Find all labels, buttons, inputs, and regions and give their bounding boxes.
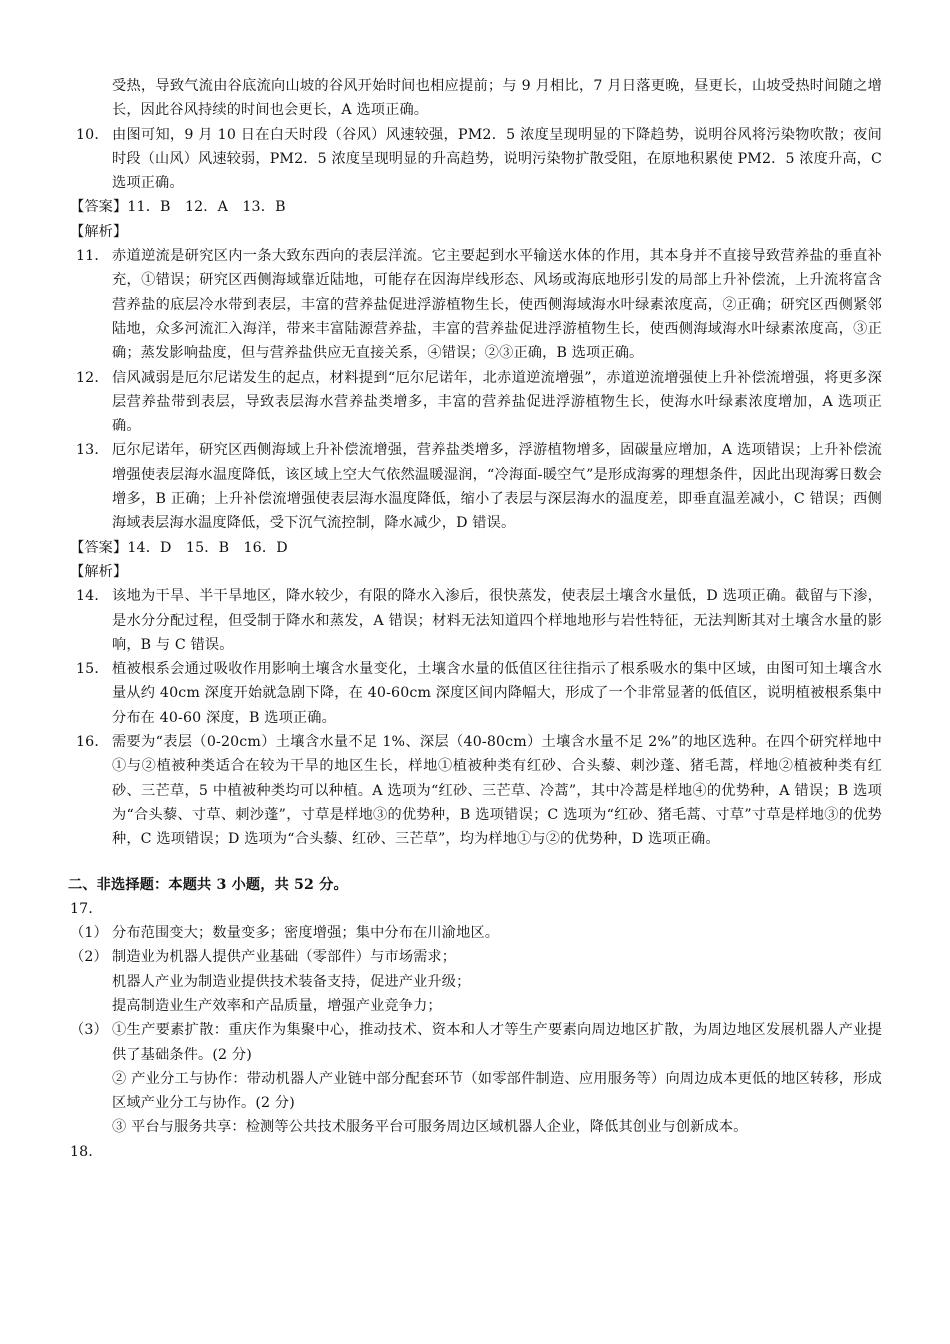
q14-number: 14． (76, 588, 109, 605)
answer-11-13: 【答案】11．B 12．A 13．B (70, 199, 286, 216)
answer-14-16: 【答案】14．D 15．B 16．D (70, 539, 288, 556)
q11-explanation (68, 244, 882, 365)
q17-part3-point1: ①生产要素扩散：重庆作为集聚中心，推动技术、资本和人才等生产要素向周边地区扩散，为周边地区发展机器人产业提供了基础条件。(2 分) (112, 1022, 882, 1063)
q12-explanation (68, 366, 882, 439)
q10-text: 由图可知，9 月 10 日在白天时段（谷风）风速较强，PM2．5 浓度呈现明显的下降趋势，说明谷风将污染物吹散；夜间时段（山风）风速较弱，PM2．5 浓度呈现明显的升高趋势，说明污染物扩散受阻，在原地积累使 PM2．5 浓度升高，C 选项正确。 (112, 126, 882, 192)
analysis-heading-14-16: 【解析】 (70, 563, 128, 580)
q17-part3-point2: ② 产业分工与协作：带动机器人产业链中部分配套环节（如零部件制造、应用服务等）向周边成本更低的地区转移，形成区域产业分工与协作。(2 分) (112, 1070, 882, 1112)
q17-number: 17． (70, 900, 103, 917)
q17-part1-label: （1） (70, 925, 108, 942)
q17-part1-text: 分布范围变大；数量变多；密度增强；集中分布在川渝地区。 (112, 925, 500, 942)
analysis-heading-11-13: 【解析】 (70, 223, 128, 240)
q11-text: 赤道逆流是研究区内一条大致东西向的表层洋流。它主要起到水平输送水体的作用，其本身并不直接导致营养盐的垂直补充，①错误；研究区西侧海域靠近陆地，可能存在因海岸线形态、风场或海底地形引发的局部上升补偿流，上升流将富含营养盐的底层冷水带到表层，丰富的营养盐促进浮游植物生长，使西侧海域海水叶绿素浓度高，②正确；研究区西侧紧邻陆地，众多河流汇入海洋，带来丰富陆源营养盐，丰富的营养盐促进浮游植物生长，使西侧海域海水叶绿素浓度高，③正确；蒸发影响盐度，但与营养盐供应无直接关系，④错误；②③正确，B 选项正确。 (112, 248, 882, 362)
q17-part3-point3: ③ 平台与服务共享：检测等公共技术服务平台可服务周边区域机器人企业，降低其创业与创新成本。 (112, 1119, 748, 1136)
q14-explanation (68, 584, 882, 657)
q13-number: 13． (76, 442, 109, 459)
q13-explanation (68, 438, 882, 535)
q17-part3 (68, 1018, 882, 1139)
q15-explanation (68, 657, 882, 730)
section-title: 二、非选择题：本题共 3 小题，共 52 分。 (68, 876, 348, 893)
q17-part2-line: 提高制造业生产效率和产品质量，增强产业竞争力； (112, 997, 442, 1014)
q12-text: 信风减弱是厄尔尼诺发生的起点，材料提到“厄尔尼诺年，北赤道逆流增强”，赤道逆流增强使上升补偿流增强，将更多深层营养盐带到表层，导致表层海水营养盐类增多，丰富的营养盐促进浮游植物生长，使海水叶绿素浓度增加，A 选项正确。 (112, 369, 882, 435)
q17-part2 (68, 945, 882, 1018)
q16-text: 需要为“表层（0-20cm）土壤含水量不足 1%、深层（40-80cm）土壤含水量不足 2%”的地区选种。在四个研究样地中①与②植被种类适合在较为干旱的地区生长，样地①植被种类有红砂、合头藜、刺沙蓬、猪毛蒿，样地②植被种类有红砂、三芒草，5 中植被种类均可以种植。A 选项为“红砂、三芒草、冷蒿”，其中冷蒿是样地④的优势种，A 错误；B 选项为“合头藜、寸草、刺沙蓬”，寸草是样地③的优势种，B 选项错误；C 选项为“红砂、猪毛蒿、寸草”寸草是样地③的优势种，C 选项错误；D 选项为“合头藜、红砂、三芒草”，均为样地①与②的优势种，D 选项正确。 (112, 734, 882, 848)
q16-explanation (68, 730, 882, 851)
q9-continuation: 受热，导致气流由谷底流向山坡的谷风开始时间也相应提前；与 9 月相比，7 月日落更晚，昼更长，山坡受热时间随之增长，因此谷风持续的时间也会更长，A 选项正确。 (112, 78, 882, 119)
q17-part1 (68, 921, 882, 945)
q16-number: 16． (76, 734, 109, 751)
q18-number: 18． (70, 1143, 103, 1160)
q10-explanation (68, 123, 882, 196)
q15-number: 15． (76, 661, 109, 678)
q13-text: 厄尔尼诺年，研究区西侧海域上升补偿流增强，营养盐类增多，浮游植物增多，固碳量应增加，A 选项错误；上升补偿流增强使表层海水温度降低，该区域上空大气依然温暖湿润，“冷海面-暖空气”是形成海雾的理想条件，因此出现海雾日数会增多，B 正确；上升补偿流增强使表层海水温度降低，缩小了表层与深层海水的温度差，即垂直温差减小，C 错误；西侧海域表层海水温度降低，受下沉气流控制，降水减少，D 错误。 (112, 442, 882, 532)
q11-number: 11． (76, 248, 109, 265)
q10-number: 10． (76, 126, 109, 143)
q15-text: 植被根系会通过吸收作用影响土壤含水量变化，土壤含水量的低值区往往指示了根系吸水的集中区域，由图可知土壤含水量从约 40cm 深度开始就急剧下降，在 40-60cm 深度区间内降幅大，形成了一个非常显著的低值区，说明植被根系集中分布在 40-60 深度，B 选项正确。 (112, 661, 882, 726)
q12-number: 12． (76, 369, 109, 386)
q17-part3-label: （3） (70, 1022, 108, 1039)
q14-text: 该地为干旱、半干旱地区，降水较少，有限的降水入渗后，很快蒸发，使表层土壤含水量低，D 选项正确。截留与下渗，是水分分配过程，但受制于降水和蒸发，A 错误；材料无法知道四个样地地形与岩性特征，无法判断其对土壤含水量的影响，B 与 C 错误。 (112, 588, 882, 653)
q17-part2-line: 机器人产业为制造业提供技术装备支持，促进产业升级； (112, 973, 471, 990)
q17-part2-line: 制造业为机器人提供产业基础（零部件）与市场需求； (112, 949, 457, 966)
q17-part2-label: （2） (70, 949, 108, 966)
